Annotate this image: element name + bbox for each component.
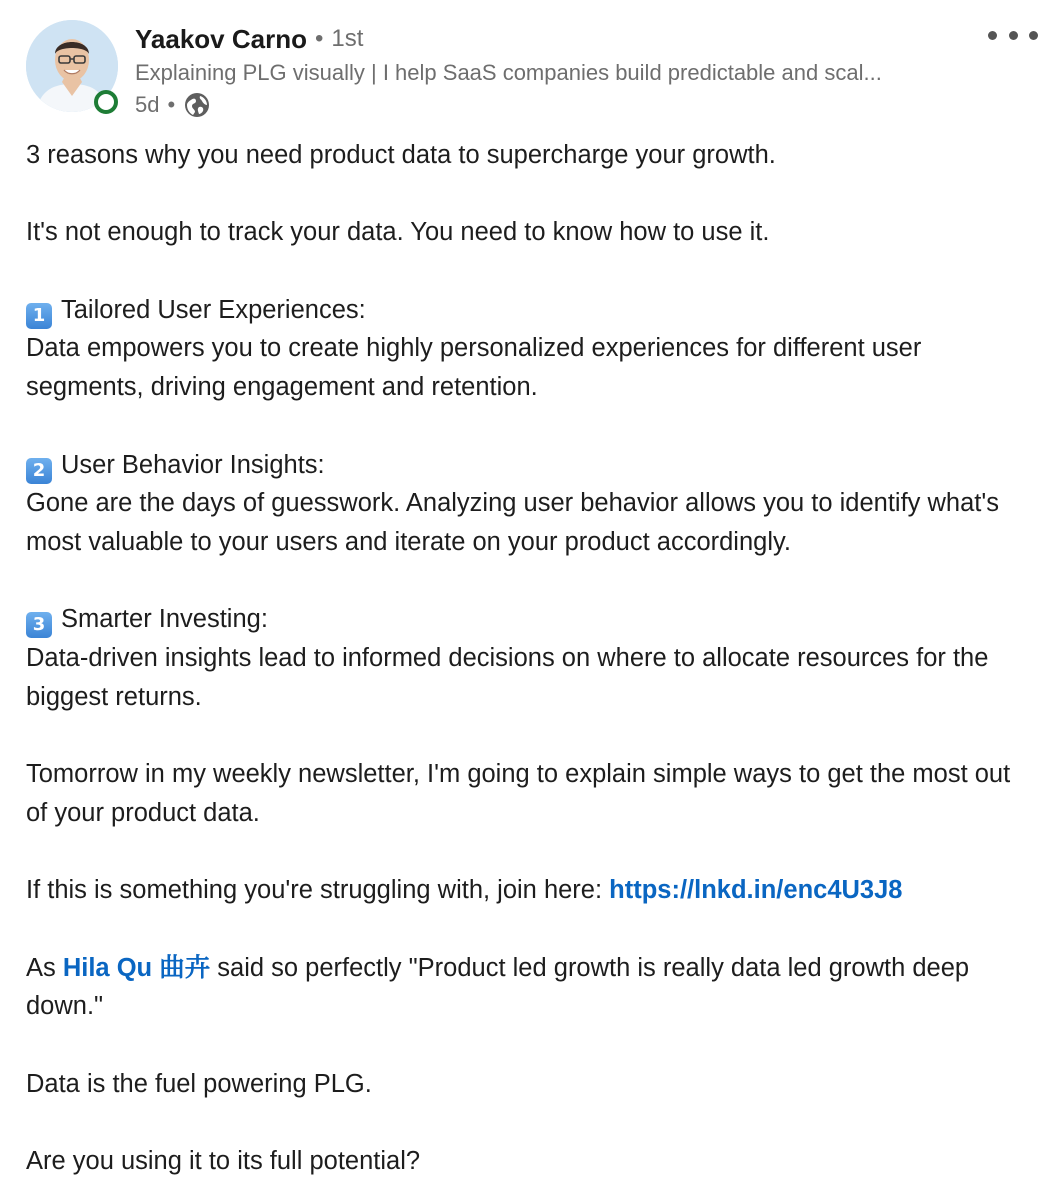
connection-degree: 1st (331, 25, 364, 52)
post-body (26, 136, 1036, 1181)
reason-title-row (26, 446, 1036, 485)
reason-text: Data-driven insights lead to informed decisions on where to allocate resources for the biggest returns. (26, 644, 989, 711)
fuel-line: Data is the fuel powering PLG. (26, 1069, 372, 1098)
post-line: It's not enough to track your data. You need to know how to use it. (26, 218, 770, 247)
keycap-one-icon: 1 (26, 303, 52, 329)
reason-title: Tailored User Experiences: (61, 295, 366, 324)
globe-icon (183, 91, 211, 119)
more-horizontal-icon (1009, 31, 1018, 40)
newsletter-text: Tomorrow in my weekly newsletter, I'm going to explain simple ways to get the most out of your product data. (26, 760, 1011, 827)
join-line (26, 871, 1036, 910)
post-header (0, 0, 1057, 130)
reason-title-row (26, 291, 1036, 330)
author-headline: Explaining PLG visually | I help SaaS companies build predictable and scal... (135, 60, 882, 85)
more-options-button[interactable] (988, 22, 1038, 48)
quote-line (26, 949, 1036, 1026)
reason-title-row (26, 600, 1036, 639)
post-intro: 3 reasons why you need product data to supercharge your growth. (26, 141, 776, 169)
post-meta (135, 90, 211, 120)
more-horizontal-icon (1029, 31, 1038, 40)
keycap-two-icon: 2 (26, 458, 52, 484)
meta-separator: • (167, 92, 176, 117)
author-line (135, 22, 363, 56)
reason-item (26, 446, 1036, 562)
join-prefix: If this is something you're struggling with, join here: (26, 876, 610, 905)
post-time: 5d (135, 92, 160, 117)
online-status-icon (94, 90, 118, 114)
author-name[interactable]: Yaakov Carno (135, 23, 307, 54)
quote-prefix: As (26, 953, 63, 982)
more-horizontal-icon (988, 31, 997, 40)
author-separator: • (314, 25, 324, 52)
keycap-three-icon: 3 (26, 612, 52, 638)
mention-link[interactable]: Hila Qu 曲卉 (62, 953, 211, 982)
reason-item (26, 291, 1036, 407)
reason-title: Smarter Investing: (61, 605, 268, 634)
reason-text: Data empowers you to create highly personalized experiences for different user segments, driving engagement and retention. (26, 334, 922, 402)
reason-text: Gone are the days of guesswork. Analyzing user behavior allows you to identify what's most valuable to your users and iterate on your product accordingly. (26, 489, 999, 556)
reason-title: User Behavior Insights: (61, 450, 325, 479)
quote-text: said so perfectly "Product led growth is really data led growth deep down." (26, 953, 970, 1021)
reason-item (26, 600, 1036, 716)
newsletter-link[interactable]: https://lnkd.in/enc4U3J8 (609, 876, 903, 905)
question-line: Are you using it to its full potential? (26, 1147, 421, 1176)
